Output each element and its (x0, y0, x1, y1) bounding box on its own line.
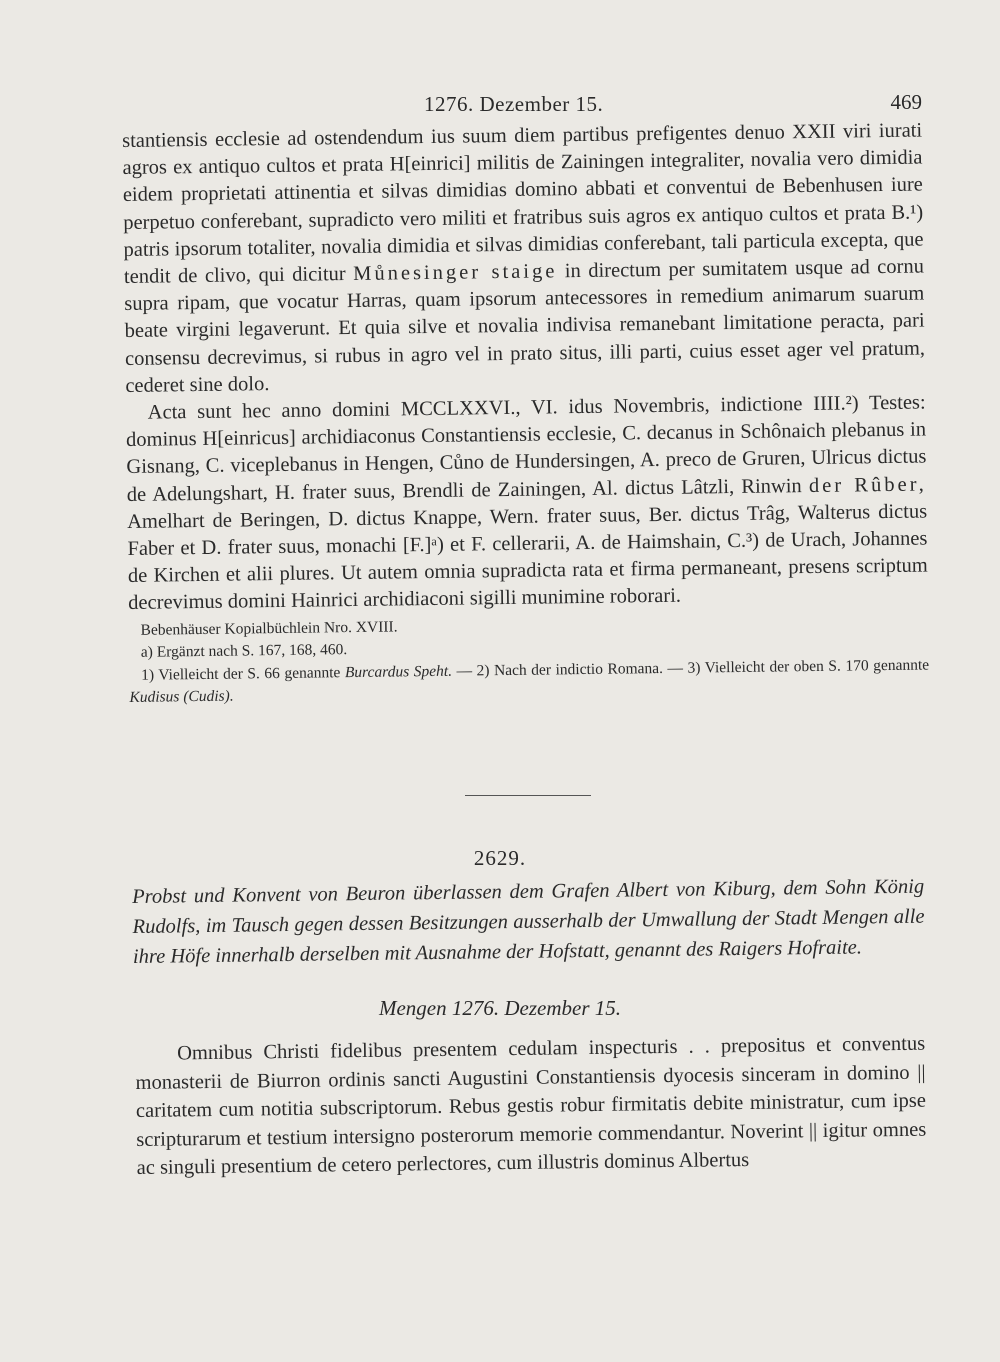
header-date: 1276. Dezember 15. (424, 92, 604, 116)
source-note: Bebenhäuser Kopialbüchlein Nro. XVIII. (140, 618, 398, 639)
section-divider (465, 795, 591, 796)
footnote-3-name: Kudisus (Cudis). (129, 687, 234, 707)
footnote-a: a) Ergänzt nach S. 167, 168, 460. (140, 641, 348, 661)
paragraph: Omnibus Christi fidelibus presentem cedulam inspecturis . . prepositus et conventus monasterii de Biurron ordinis sancti Augustini Constantiensis dyocesis sinceram in domino || caritatem cum notitia subscriptorum. Rebus gestis robur firmitatis debite ministratur, cum ipse scripturarum et testium intersigno posterorum memorie commendantur. Noverint || igitur omnes ac singuli presentium de cetero perlectores, cum illustris dominus Albertus (135, 1032, 927, 1179)
spaced-name: Můnesinger staige (353, 260, 558, 286)
regest-summary: Probst und Konvent von Beuron überlassen dem Grafen Albert von Kiburg, dem Sohn König Rudolfs, im Tausch gegen dessen Besitzungen ausserhalb der Umwallung der Stadt Mengen alle ihre Höfe innerhalb derselben mit Ausnahme der Hofstatt, genannt des Raigers Hofraite. (132, 875, 925, 968)
running-header (122, 92, 922, 122)
page-number: 469 (890, 90, 922, 114)
notes (128, 609, 929, 709)
text-run: stantiensis ecclesie ad ostendendum ius suum diem partibus prefigentes denuo XXII viri iurati agros ex antiquo cultos et prata H[einrici] militis de Zainingen integraliter, novalia vero dimidia eidem proprietati attinentia et silvas dimidias domino abbati et conventui de Bebenhusen iure perpetuo conferebant, supradicto vero militi et fratribus suis agros ex antiquo cultos et prata B.¹) patris ipsorum totaliter, novalia dimidia et silvas dimidias conferebant, tali particula excepta, que tendit de clivo, qui dicitur (122, 119, 924, 289)
footnote-2: — 2) Nach der indictio Romana. — 3) Vielleicht der oben S. 170 genannte (456, 656, 930, 680)
spaced-name: der Rûber, (808, 473, 927, 497)
footnote-1-name: Burcardus Speht. (344, 662, 453, 681)
text-run: Amelhart de Beringen, D. dictus Knappe, Wern. frater suus, Ber. dictus Trâg, Walterus dictus Faber et D. frater suus, monachi [F.]ᵃ) et F. cellerarii, A. de Haimshain, C.³) de Urach, Johannes de Kirchen et alii plures. Ut autem omnia supradicta rata et firma permaneant, presens scriptum decrevimus domini Hainrici archidiaconi sigilli munimine roborari. (127, 500, 928, 615)
charter-text (135, 1030, 927, 1183)
footnotes (129, 654, 930, 709)
text-run: Acta sunt hec anno domini MCCLXXVI., VI. idus Novembris, indictione IIII.²) Testes: dominus H[einricus] archidiaconus Constantiensis ecclesie, C. decanus in Schônaich plebanus in Gisnang, C. viceplebanus in Hengen, Cůno de Hundersingen, A. preco de Gruren, Ulricus dictus de Adelungshart, H. frater suus, Brendli de Zainingen, Al. dictus Lâtzli, Rinwin (125, 391, 927, 506)
text-run: in directum per sumitatem usque ad cornu supra ripam, que vocatur Harras, quam ipsorum antecessores in remedium animarum suarum beate virgini legaverunt. Et quia silve et novalia indivisa remanebant limitatione peracta, pari consensu decrevimus, si rubus in agro vel in prato situs, illi parti, cuius esset ager vel pratum, cederet sine dolo. (124, 255, 926, 397)
footnote-1: 1) Vielleicht der S. 66 genannte (141, 663, 341, 684)
paragraph (126, 390, 929, 618)
place-date: Mengen 1276. Dezember 15. (378, 996, 622, 1020)
paragraph (122, 118, 925, 400)
previous-charter-text (122, 118, 930, 710)
document-number: 2629. (473, 846, 527, 870)
